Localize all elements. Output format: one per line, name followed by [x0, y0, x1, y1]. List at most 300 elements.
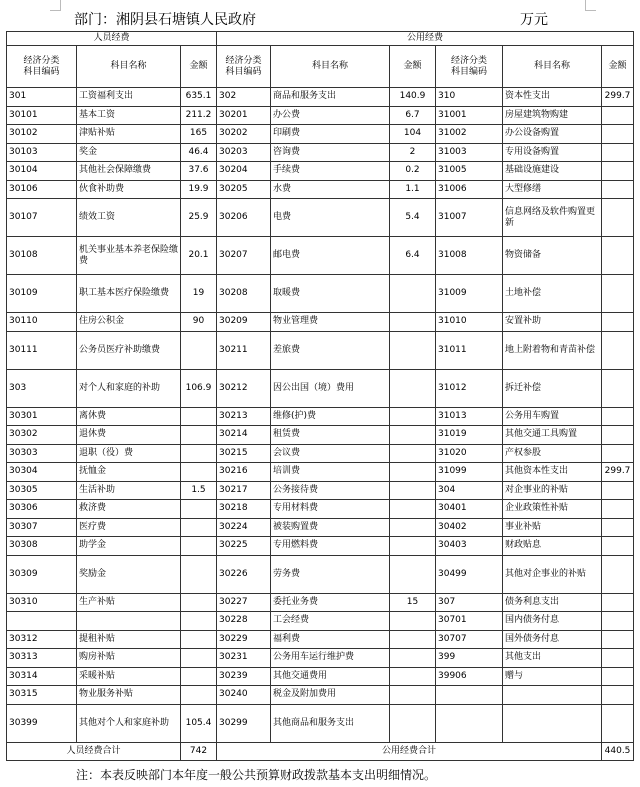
table-row — [7, 686, 634, 705]
personnel-code-cell: 30110 — [7, 313, 77, 332]
public-code-cell: 30240 — [217, 686, 271, 705]
public-code-cell: 31005 — [436, 162, 503, 181]
public-name-cell: 会议费 — [271, 444, 390, 463]
public-code-cell: 30227 — [217, 593, 271, 612]
personnel-amount-cell — [181, 407, 217, 426]
personnel-code-cell: 30101 — [7, 106, 77, 125]
public-code-cell: 31009 — [436, 275, 503, 313]
table-row — [7, 649, 634, 668]
personnel-amount-cell — [181, 500, 217, 519]
public-name-cell: 国外债务付息 — [503, 630, 602, 649]
personnel-code-cell: 303 — [7, 369, 77, 407]
personnel-name-cell: 退职（役）费 — [77, 444, 181, 463]
public-name-cell: 劳务费 — [271, 555, 390, 593]
public-name-cell: 维修(护)费 — [271, 407, 390, 426]
col-header-amount: 金额 — [602, 46, 634, 88]
public-code-cell: 30401 — [436, 500, 503, 519]
public-name-cell: 其他支出 — [503, 649, 602, 668]
group-header-personnel: 人员经费 — [7, 32, 217, 46]
public-code-cell: 30213 — [217, 407, 271, 426]
public-amount-cell — [602, 275, 634, 313]
personnel-amount-cell — [181, 331, 217, 369]
public-name-cell — [503, 686, 602, 705]
public-code-cell: 30215 — [217, 444, 271, 463]
col-header-code: 经济分类 科目编码 — [7, 46, 77, 88]
public-code-cell: 30212 — [217, 369, 271, 407]
public-code-cell: 302 — [217, 88, 271, 107]
public-name-cell: 培训费 — [271, 463, 390, 482]
personnel-amount-cell — [181, 463, 217, 482]
public-amount-cell — [602, 369, 634, 407]
col-header-name: 科目名称 — [271, 46, 390, 88]
personnel-name-cell: 采暖补贴 — [77, 667, 181, 686]
public-name-cell: 赠与 — [503, 667, 602, 686]
department-label: 部门：湘阴县石塘镇人民政府 — [74, 12, 256, 28]
personnel-name-cell: 基本工资 — [77, 106, 181, 125]
public-amount-cell — [602, 704, 634, 742]
public-code-cell — [436, 704, 503, 742]
table-row — [7, 180, 634, 199]
table-row — [7, 275, 634, 313]
personnel-amount-cell: 635.1 — [181, 88, 217, 107]
public-code-cell: 31099 — [436, 463, 503, 482]
personnel-name-cell: 救济费 — [77, 500, 181, 519]
public-amount-cell — [602, 180, 634, 199]
public-code-cell: 30216 — [217, 463, 271, 482]
personnel-amount-cell: 90 — [181, 313, 217, 332]
public-code-cell: 399 — [436, 649, 503, 668]
public-code-cell: 31007 — [436, 199, 503, 237]
personnel-amount-cell — [181, 518, 217, 537]
personnel-code-cell: 30111 — [7, 331, 77, 369]
personnel-name-cell: 机关事业基本养老保险缴费 — [77, 237, 181, 275]
public-amount-cell: 299.7 — [602, 88, 634, 107]
personnel-code-cell: 30301 — [7, 407, 77, 426]
public-name-cell: 其他交通费用 — [271, 667, 390, 686]
public-total-label: 公用经费合计 — [217, 742, 602, 760]
public-amount-cell: 1.1 — [390, 180, 436, 199]
public-amount-cell — [390, 463, 436, 482]
table-row — [7, 407, 634, 426]
personnel-code-cell: 30305 — [7, 481, 77, 500]
personnel-code-cell: 30308 — [7, 537, 77, 556]
personnel-code-cell: 30303 — [7, 444, 77, 463]
personnel-total-value: 742 — [181, 742, 217, 760]
table-row — [7, 125, 634, 144]
public-name-cell: 房屋建筑物购建 — [503, 106, 602, 125]
col-header-code: 经济分类 科目编码 — [436, 46, 503, 88]
public-code-cell: 31011 — [436, 331, 503, 369]
public-code-cell: 30218 — [217, 500, 271, 519]
public-amount-cell — [390, 407, 436, 426]
personnel-code-cell: 30106 — [7, 180, 77, 199]
public-code-cell: 31006 — [436, 180, 503, 199]
public-name-cell: 安置补助 — [503, 313, 602, 332]
table-row — [7, 313, 634, 332]
public-name-cell: 土地补偿 — [503, 275, 602, 313]
totals-row — [7, 742, 634, 760]
public-amount-cell — [602, 500, 634, 519]
public-code-cell: 30211 — [217, 331, 271, 369]
public-code-cell: 31019 — [436, 426, 503, 445]
public-code-cell: 31013 — [436, 407, 503, 426]
personnel-name-cell: 提租补贴 — [77, 630, 181, 649]
table-row — [7, 537, 634, 556]
public-name-cell: 公务用车购置 — [503, 407, 602, 426]
table-row — [7, 199, 634, 237]
public-code-cell: 307 — [436, 593, 503, 612]
public-amount-cell — [602, 630, 634, 649]
public-name-cell: 大型修缮 — [503, 180, 602, 199]
col-header-code: 经济分类 科目编码 — [217, 46, 271, 88]
personnel-name-cell: 奖励金 — [77, 555, 181, 593]
table-row — [7, 667, 634, 686]
personnel-code-cell: 30302 — [7, 426, 77, 445]
public-amount-cell — [390, 686, 436, 705]
col-header-name: 科目名称 — [77, 46, 181, 88]
personnel-amount-cell: 20.1 — [181, 237, 217, 275]
public-amount-cell: 5.4 — [390, 199, 436, 237]
public-amount-cell — [602, 125, 634, 144]
public-name-cell: 事业补贴 — [503, 518, 602, 537]
table-row — [7, 88, 634, 107]
public-code-cell: 30203 — [217, 143, 271, 162]
personnel-name-cell: 退休费 — [77, 426, 181, 445]
public-name-cell: 商品和服务支出 — [271, 88, 390, 107]
public-code-cell: 30208 — [217, 275, 271, 313]
personnel-amount-cell — [181, 444, 217, 463]
public-amount-cell — [390, 369, 436, 407]
public-code-cell: 30225 — [217, 537, 271, 556]
public-name-cell: 地上附着物和青苗补偿 — [503, 331, 602, 369]
public-name-cell: 水费 — [271, 180, 390, 199]
public-code-cell: 30207 — [217, 237, 271, 275]
public-name-cell — [503, 704, 602, 742]
personnel-name-cell: 物业服务补贴 — [77, 686, 181, 705]
table-row — [7, 463, 634, 482]
public-code-cell: 30201 — [217, 106, 271, 125]
public-code-cell: 310 — [436, 88, 503, 107]
personnel-code-cell: 30313 — [7, 649, 77, 668]
public-name-cell: 办公设备购置 — [503, 125, 602, 144]
public-amount-cell — [602, 407, 634, 426]
budget-table — [6, 31, 634, 761]
public-name-cell: 产权参股 — [503, 444, 602, 463]
personnel-code-cell: 30307 — [7, 518, 77, 537]
table-row — [7, 593, 634, 612]
public-code-cell: 30229 — [217, 630, 271, 649]
public-amount-cell — [602, 143, 634, 162]
personnel-amount-cell: 106.9 — [181, 369, 217, 407]
public-name-cell: 咨询费 — [271, 143, 390, 162]
public-amount-cell — [602, 313, 634, 332]
personnel-amount-cell: 19 — [181, 275, 217, 313]
public-name-cell: 邮电费 — [271, 237, 390, 275]
personnel-name-cell: 奖金 — [77, 143, 181, 162]
public-code-cell: 30499 — [436, 555, 503, 593]
public-amount-cell — [602, 518, 634, 537]
personnel-name-cell: 公务员医疗补助缴费 — [77, 331, 181, 369]
public-name-cell: 取暖费 — [271, 275, 390, 313]
public-amount-cell — [602, 667, 634, 686]
public-amount-cell — [390, 275, 436, 313]
personnel-name-cell: 生产补贴 — [77, 593, 181, 612]
public-amount-cell — [602, 555, 634, 593]
personnel-code-cell: 30108 — [7, 237, 77, 275]
personnel-amount-cell — [181, 686, 217, 705]
personnel-code-cell: 30399 — [7, 704, 77, 742]
table-row — [7, 444, 634, 463]
personnel-code-cell: 30314 — [7, 667, 77, 686]
personnel-name-cell: 助学金 — [77, 537, 181, 556]
personnel-code-cell: 30107 — [7, 199, 77, 237]
public-name-cell: 公务接待费 — [271, 481, 390, 500]
personnel-name-cell: 抚恤金 — [77, 463, 181, 482]
personnel-code-cell: 30103 — [7, 143, 77, 162]
public-amount-cell: 299.7 — [602, 463, 634, 482]
public-amount-cell — [390, 444, 436, 463]
public-amount-cell: 15 — [390, 593, 436, 612]
public-code-cell: 30202 — [217, 125, 271, 144]
personnel-name-cell: 职工基本医疗保险缴费 — [77, 275, 181, 313]
table-row — [7, 704, 634, 742]
public-code-cell — [436, 686, 503, 705]
public-name-cell: 因公出国（境）费用 — [271, 369, 390, 407]
table-row — [7, 500, 634, 519]
public-code-cell: 30205 — [217, 180, 271, 199]
personnel-code-cell: 30306 — [7, 500, 77, 519]
public-code-cell: 30707 — [436, 630, 503, 649]
public-name-cell: 财政贴息 — [503, 537, 602, 556]
public-amount-cell: 6.7 — [390, 106, 436, 125]
personnel-code-cell: 30315 — [7, 686, 77, 705]
corner-mark-left — [50, 0, 61, 11]
public-amount-cell: 6.4 — [390, 237, 436, 275]
personnel-amount-cell: 25.9 — [181, 199, 217, 237]
public-name-cell: 电费 — [271, 199, 390, 237]
table-row — [7, 106, 634, 125]
group-header-public: 公用经费 — [217, 32, 634, 46]
public-code-cell: 30231 — [217, 649, 271, 668]
public-name-cell: 国内债务付息 — [503, 612, 602, 631]
personnel-name-cell: 离休费 — [77, 407, 181, 426]
corner-mark-right — [585, 0, 596, 11]
public-name-cell: 福利费 — [271, 630, 390, 649]
personnel-amount-cell — [181, 426, 217, 445]
public-amount-cell — [602, 537, 634, 556]
public-code-cell: 30206 — [217, 199, 271, 237]
public-name-cell: 手续费 — [271, 162, 390, 181]
public-amount-cell — [602, 593, 634, 612]
public-name-cell: 企业政策性补贴 — [503, 500, 602, 519]
public-name-cell: 委托业务费 — [271, 593, 390, 612]
personnel-amount-cell — [181, 593, 217, 612]
public-name-cell: 信息网络及软件购置更新 — [503, 199, 602, 237]
personnel-code-cell: 30104 — [7, 162, 77, 181]
public-amount-cell: 2 — [390, 143, 436, 162]
public-amount-cell: 140.9 — [390, 88, 436, 107]
public-code-cell: 30224 — [217, 518, 271, 537]
footnote: 注：本表反映部门本年度一般公共预算财政拨款基本支出明细情况。 — [76, 768, 437, 782]
personnel-amount-cell — [181, 630, 217, 649]
public-code-cell: 30403 — [436, 537, 503, 556]
personnel-amount-cell: 165 — [181, 125, 217, 144]
table-row — [7, 369, 634, 407]
public-name-cell: 其他商品和服务支出 — [271, 704, 390, 742]
public-name-cell: 拆迁补偿 — [503, 369, 602, 407]
table-row — [7, 612, 634, 631]
public-amount-cell — [602, 106, 634, 125]
public-code-cell: 31008 — [436, 237, 503, 275]
public-amount-cell — [602, 686, 634, 705]
public-code-cell: 31020 — [436, 444, 503, 463]
unit-label: 万元 — [520, 12, 548, 28]
public-amount-cell — [390, 500, 436, 519]
table-row — [7, 555, 634, 593]
public-name-cell: 物资储备 — [503, 237, 602, 275]
public-code-cell: 31001 — [436, 106, 503, 125]
personnel-code-cell: 30102 — [7, 125, 77, 144]
public-code-cell: 31012 — [436, 369, 503, 407]
col-header-amount: 金额 — [181, 46, 217, 88]
public-name-cell: 专用燃料费 — [271, 537, 390, 556]
public-name-cell: 专用设备购置 — [503, 143, 602, 162]
public-amount-cell — [602, 162, 634, 181]
public-code-cell: 30226 — [217, 555, 271, 593]
public-code-cell: 30217 — [217, 481, 271, 500]
personnel-code-cell: 30304 — [7, 463, 77, 482]
personnel-code-cell — [7, 612, 77, 631]
personnel-name-cell: 工资福利支出 — [77, 88, 181, 107]
public-amount-cell — [390, 331, 436, 369]
personnel-amount-cell — [181, 667, 217, 686]
personnel-name-cell: 购房补贴 — [77, 649, 181, 668]
public-name-cell: 工会经费 — [271, 612, 390, 631]
public-code-cell: 30701 — [436, 612, 503, 631]
public-amount-cell — [390, 481, 436, 500]
public-amount-cell — [390, 555, 436, 593]
personnel-amount-cell — [181, 612, 217, 631]
personnel-name-cell — [77, 612, 181, 631]
public-total-value: 440.5 — [602, 742, 634, 760]
public-code-cell: 30214 — [217, 426, 271, 445]
public-code-cell: 39906 — [436, 667, 503, 686]
public-amount-cell — [390, 518, 436, 537]
public-amount-cell — [602, 649, 634, 668]
public-code-cell: 30204 — [217, 162, 271, 181]
personnel-name-cell: 住房公积金 — [77, 313, 181, 332]
personnel-amount-cell: 19.9 — [181, 180, 217, 199]
public-amount-cell — [390, 630, 436, 649]
personnel-amount-cell — [181, 537, 217, 556]
public-amount-cell — [602, 331, 634, 369]
public-code-cell: 304 — [436, 481, 503, 500]
public-code-cell: 30228 — [217, 612, 271, 631]
public-name-cell: 税金及附加费用 — [271, 686, 390, 705]
personnel-amount-cell: 211.2 — [181, 106, 217, 125]
public-amount-cell — [390, 667, 436, 686]
public-amount-cell — [390, 537, 436, 556]
public-name-cell: 对企事业的补贴 — [503, 481, 602, 500]
personnel-name-cell: 伙食补助费 — [77, 180, 181, 199]
personnel-name-cell: 绩效工资 — [77, 199, 181, 237]
personnel-code-cell: 30109 — [7, 275, 77, 313]
personnel-name-cell: 对个人和家庭的补助 — [77, 369, 181, 407]
public-name-cell: 差旅费 — [271, 331, 390, 369]
personnel-code-cell: 30310 — [7, 593, 77, 612]
public-amount-cell — [602, 481, 634, 500]
col-header-name: 科目名称 — [503, 46, 602, 88]
col-header-amount: 金额 — [390, 46, 436, 88]
public-name-cell: 资本性支出 — [503, 88, 602, 107]
personnel-code-cell: 301 — [7, 88, 77, 107]
public-amount-cell — [602, 237, 634, 275]
public-name-cell: 物业管理费 — [271, 313, 390, 332]
report-header — [0, 0, 640, 28]
public-code-cell: 30209 — [217, 313, 271, 332]
public-amount-cell — [602, 612, 634, 631]
personnel-name-cell: 生活补助 — [77, 481, 181, 500]
personnel-amount-cell: 105.4 — [181, 704, 217, 742]
public-name-cell: 印刷费 — [271, 125, 390, 144]
public-code-cell: 30299 — [217, 704, 271, 742]
public-name-cell: 专用材料费 — [271, 500, 390, 519]
public-amount-cell: 104 — [390, 125, 436, 144]
public-name-cell: 公务用车运行维护费 — [271, 649, 390, 668]
public-amount-cell — [390, 649, 436, 668]
public-amount-cell: 0.2 — [390, 162, 436, 181]
public-code-cell: 31010 — [436, 313, 503, 332]
public-code-cell: 30239 — [217, 667, 271, 686]
public-name-cell: 基础设施建设 — [503, 162, 602, 181]
personnel-name-cell: 其他社会保障缴费 — [77, 162, 181, 181]
table-row — [7, 518, 634, 537]
personnel-amount-cell: 37.6 — [181, 162, 217, 181]
personnel-name-cell: 津贴补贴 — [77, 125, 181, 144]
table-row — [7, 426, 634, 445]
public-name-cell: 其他对企事业的补贴 — [503, 555, 602, 593]
personnel-amount-cell — [181, 555, 217, 593]
personnel-amount-cell: 1.5 — [181, 481, 217, 500]
personnel-amount-cell — [181, 649, 217, 668]
personnel-amount-cell: 46.4 — [181, 143, 217, 162]
table-row — [7, 630, 634, 649]
public-name-cell: 租赁费 — [271, 426, 390, 445]
table-row — [7, 237, 634, 275]
table-row — [7, 481, 634, 500]
public-amount-cell — [390, 612, 436, 631]
public-code-cell: 30402 — [436, 518, 503, 537]
table-row — [7, 162, 634, 181]
public-code-cell: 31002 — [436, 125, 503, 144]
public-amount-cell — [602, 444, 634, 463]
table-row — [7, 143, 634, 162]
public-amount-cell — [390, 313, 436, 332]
personnel-name-cell: 其他对个人和家庭补助 — [77, 704, 181, 742]
public-amount-cell — [602, 199, 634, 237]
personnel-total-label: 人员经费合计 — [7, 742, 181, 760]
public-code-cell: 31003 — [436, 143, 503, 162]
public-name-cell: 其他资本性支出 — [503, 463, 602, 482]
public-name-cell: 债务利息支出 — [503, 593, 602, 612]
public-name-cell: 其他交通工具购置 — [503, 426, 602, 445]
personnel-code-cell: 30309 — [7, 555, 77, 593]
personnel-name-cell: 医疗费 — [77, 518, 181, 537]
personnel-code-cell: 30312 — [7, 630, 77, 649]
public-name-cell: 被装购置费 — [271, 518, 390, 537]
public-amount-cell — [390, 426, 436, 445]
public-name-cell: 办公费 — [271, 106, 390, 125]
